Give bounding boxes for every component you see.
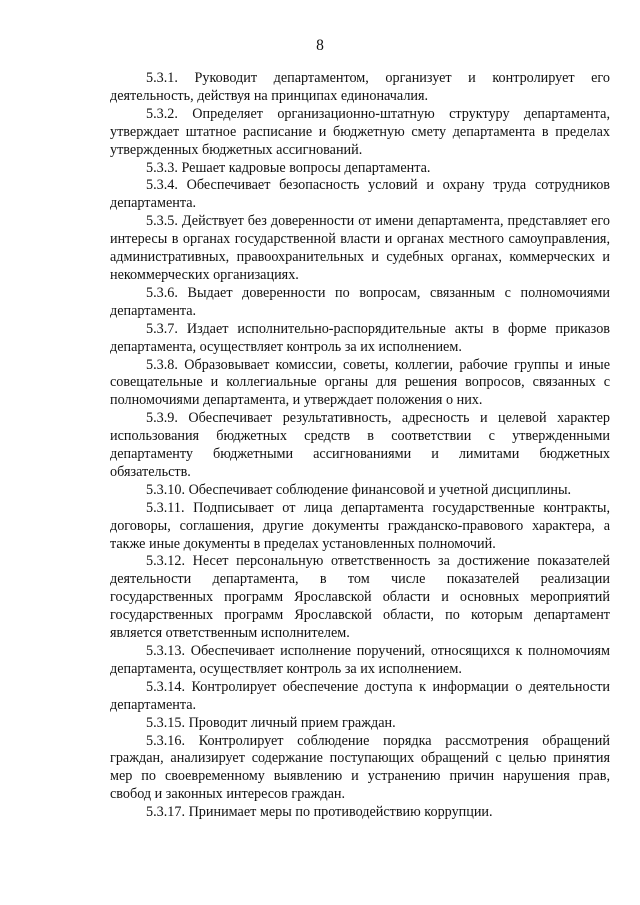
clause-5-3-15: 5.3.15. Проводит личный прием граждан. — [146, 714, 396, 731]
clause-5-3-6: 5.3.6. Выдает доверенности по вопросам, связанным с полномочиями департамента. — [110, 284, 610, 319]
clause-5-3-11: 5.3.11. Подписывает от лица департамента государственные контракты, договоры, соглашения, другие документы гражданско-правового характера, а также иные документы в пределах установленных полномочий. — [110, 499, 610, 552]
clause-5-3-10: 5.3.10. Обеспечивает соблюдение финансовой и учетной дисциплины. — [146, 481, 572, 498]
clause-5-3-7: 5.3.7. Издает исполнительно-распорядительные акты в форме приказов департамента, осуществляет контроль за их исполнением. — [110, 320, 610, 355]
clause-5-3-14: 5.3.14. Контролирует обеспечение доступа к информации о деятельности департамента. — [110, 678, 610, 713]
clause-5-3-12: 5.3.12. Несет персональную ответственность за достижение показателей деятельности департамента, в том числе показателей реализации государственных программ Ярославской области и основных мероприятий государственных программ Ярославской области, по которым департамент является ответственным исполнителем. — [110, 553, 610, 642]
clause-5-3-4: 5.3.4. Обеспечивает безопасность условий и охрану труда сотрудников департамента. — [110, 177, 610, 212]
page-number: 8 — [316, 37, 324, 54]
clause-5-3-16: 5.3.16. Контролирует соблюдение порядка рассмотрения обращений граждан, анализирует содержание поступающих обращений с целью принятия мер по своевременному выявлению и устранению причин нарушения прав, свобод и законных интересов граждан. — [110, 732, 610, 803]
clause-5-3-5: 5.3.5. Действует без доверенности от имени департамента, представляет его интересы в органах государственной власти и органах местного самоуправления, административных, правоохранительных и судебных органах, коммерческих и некоммерческих организациях. — [110, 213, 610, 283]
clause-5-3-9: 5.3.9. Обеспечивает результативность, адресность и целевой характер использования бюджетных средств в соответствии с утвержденными департаменту бюджетными ассигнованиями и лимитами бюджетных обязательств. — [110, 410, 610, 480]
clause-5-3-1: 5.3.1. Руководит департаментом, организует и контролирует его деятельность, действуя на принципах единоначалия. — [110, 70, 610, 104]
document-body — [110, 70, 610, 822]
clause-5-3-2: 5.3.2. Определяет организационно-штатную структуру департамента, утверждает штатное расписание и бюджетную смету департамента в пределах утвержденных бюджетных ассигнований. — [110, 105, 610, 158]
clause-5-3-3: 5.3.3. Решает кадровые вопросы департамента. — [146, 159, 431, 176]
clause-5-3-8: 5.3.8. Образовывает комиссии, советы, коллегии, рабочие группы и иные совещательные и коллегиальные органы для решения вопросов, связанных с полномочиями департамента, и утверждает положения о них. — [110, 356, 610, 409]
clause-5-3-13: 5.3.13. Обеспечивает исполнение поручений, относящихся к полномочиям департамента, осуществляет контроль за их исполнением. — [110, 643, 610, 677]
clause-5-3-17: 5.3.17. Принимает меры по противодействию коррупции. — [146, 804, 493, 821]
